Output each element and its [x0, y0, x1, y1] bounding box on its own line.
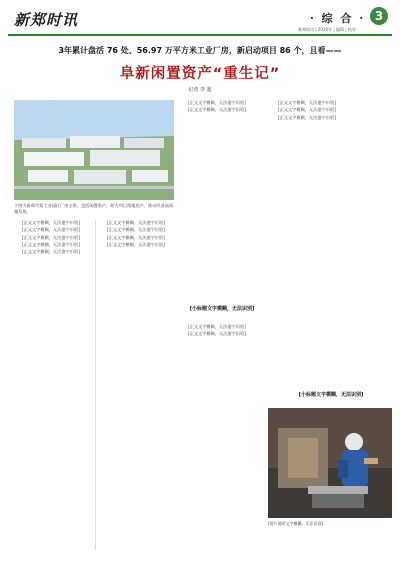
worker-photo-caption: [图片说明文字模糊，无法识别]: [268, 521, 324, 526]
page-title: 阜新闲置资产“重生记”: [119, 66, 281, 82]
page-number-badge: 3: [370, 7, 388, 25]
paragraph: [正文文字模糊，无法逐字识别]: [22, 220, 80, 225]
paragraph: [正文文字模糊，无法逐字识别]: [188, 331, 246, 337]
factory-aerial-illustration: [14, 100, 174, 200]
byline: 记者 李 超: [188, 87, 212, 93]
masthead: [8, 5, 392, 35]
photo-caption: 下图为新郑市某工业园区厂房全景。盘活闲置资产，助力项目落地投产，推动经济高质量发展。: [14, 203, 174, 214]
paragraph: [正文文字模糊，无法逐字识别]: [22, 249, 80, 255]
kicker: 3年累计盘活 76 处、56.97 万平方米工业厂房，新启动项目 86 个，且看——: [58, 46, 342, 55]
paragraph: [正文文字模糊，无法逐字识别]: [188, 324, 246, 329]
paragraph: [正文文字模糊，无法逐字识别]: [107, 241, 165, 247]
paragraph: [正文文字模糊，无法逐字识别]: [22, 227, 80, 233]
paragraph: [正文文字模糊，无法逐字识别]: [22, 234, 80, 240]
paragraph: [正文文字模糊，无法逐字识别]: [22, 241, 80, 247]
article-column-3-top: [180, 100, 264, 300]
paragraph: [正文文字模糊，无法逐字识别]: [107, 227, 165, 233]
paragraph: [正文文字模糊，无法逐字识别]: [278, 114, 336, 120]
article-column-2: [99, 220, 175, 555]
issue-meta: 新郑时讯 | 2020年 | 编辑 | 校对: [298, 27, 356, 32]
column-divider: [95, 220, 96, 550]
worker-photo-illustration: [268, 408, 392, 518]
section-subhead: [小标题文字模糊，无法识别]: [189, 306, 255, 312]
section-subhead-2: [小标题文字模糊，无法识别]: [298, 392, 364, 398]
paragraph: [正文文字模糊，无法逐字识别]: [107, 234, 165, 240]
section-label: · 综 合 ·: [310, 12, 366, 25]
brand-title: 新郑时讯: [14, 11, 79, 29]
paragraph: [正文文字模糊，无法逐字识别]: [278, 107, 336, 113]
worker-photo: [268, 408, 392, 518]
paragraph: [正文文字模糊，无法逐字识别]: [278, 100, 336, 105]
paragraph: [正文文字模糊，无法逐字识别]: [188, 107, 246, 113]
paragraph: [正文文字模糊，无法逐字识别]: [188, 100, 246, 105]
article-column-1: [14, 220, 92, 555]
factory-aerial-photo: [14, 100, 174, 200]
article-column-3-bottom: [180, 324, 264, 554]
paragraph: [正文文字模糊，无法逐字识别]: [107, 220, 165, 225]
article-column-4: [270, 100, 392, 400]
masthead-rule: [8, 34, 392, 36]
